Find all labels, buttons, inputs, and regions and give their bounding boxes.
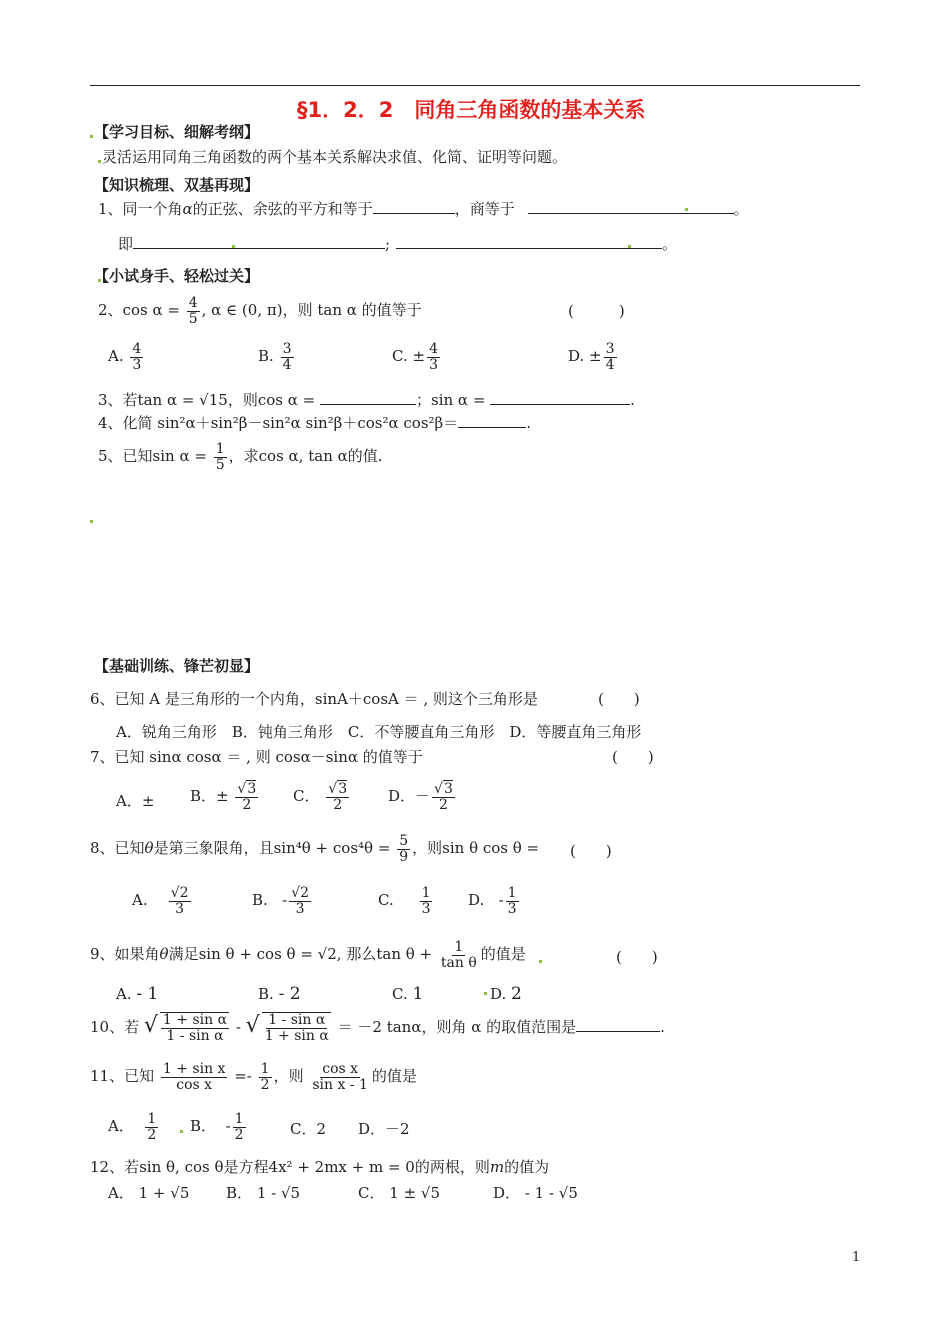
answer-blank[interactable] — [528, 199, 734, 214]
section-heading-knowledge: 【知识梳理、双基再现】 — [94, 176, 260, 194]
question-10: 10、若 √ $\frac{\text{1 + sin α}}{\text{1 - sin α}}$ - √ $\frac{\text{1 - sin α}}{\text{1 + sin α}}$ ＝ －2 tanα，则角 α 的取值范围是 . — [90, 1012, 665, 1044]
question-12: 12、若sin θ, cos θ是方程4x² + 2mx + m = 0的两根，则m的值为 — [90, 1158, 550, 1176]
answer-blank[interactable] — [490, 390, 630, 405]
question-2: 2、cos α = $\frac{4}{5}$ , α ∈ (0, π)，则 tan α 的值等于 — [98, 295, 422, 327]
answer-paren: ( ) — [568, 302, 625, 320]
option-b[interactable]: B. - $\frac{√2}{3}$ — [252, 885, 310, 917]
option-a[interactable]: A． 1 + √5 — [108, 1184, 190, 1202]
option-b[interactable]: B．± $\frac{√3}{2}$ — [190, 781, 257, 813]
marker-dot — [90, 135, 93, 138]
question-1-line-1: 1、同一个角α的正弦、余弦的平方和等于 ，商等于 。 — [98, 200, 749, 218]
question-9: 9、如果角θ满足sin θ + cos θ = √2, 那么tan θ + $\frac{1}{\text{tan θ}}$ 的值是 — [90, 939, 526, 971]
section-heading-training: 【基础训练、锋芒初显】 — [94, 657, 260, 675]
option-d[interactable]: D. 2 — [490, 984, 522, 1004]
objective-text: 灵活运用同角三角函数的两个基本关系解决求值、化简、证明等问题。 — [102, 148, 568, 166]
marker-dot — [232, 245, 235, 248]
marker-dot — [98, 160, 101, 163]
option-b[interactable]: B． - $\frac{1}{2}$ — [190, 1111, 244, 1143]
answer-blank[interactable] — [133, 234, 385, 249]
option-d[interactable]: D. - $\frac{1}{3}$ — [468, 885, 517, 917]
question-1-line-2: 即 ; 。 — [118, 235, 678, 253]
answer-blank[interactable] — [320, 390, 416, 405]
option-a[interactable]: A. $\frac{√2}{3}$ — [132, 885, 189, 917]
option-a[interactable]: A. $\frac{4}{3}$ — [108, 341, 142, 373]
answer-blank[interactable] — [458, 413, 526, 428]
option-a[interactable]: A. - 1 — [116, 984, 159, 1004]
answer-paren: ( ) — [616, 948, 658, 966]
page-number: 1 — [852, 1250, 861, 1265]
fraction: $\frac{4}{5}$ — [188, 295, 198, 327]
marker-dot — [628, 245, 631, 248]
marker-dot — [484, 992, 487, 995]
option-d[interactable]: D． - 1 - √5 — [493, 1184, 578, 1202]
answer-blank[interactable] — [373, 199, 455, 214]
answer-blank[interactable] — [396, 234, 662, 249]
question-11: 11、已知 $\frac{\text{1 + sin x}}{\text{cos x}}$ =- $\frac{1}{2}$ ，则 $\frac{\text{cos x}}{\text{sin x - 1}}$ 的值是 — [90, 1061, 417, 1093]
question-3: 3、若tan α = √15，则cos α = ；sin α = . — [98, 391, 635, 409]
option-a[interactable]: A． $\frac{1}{2}$ — [108, 1111, 157, 1143]
option-c[interactable]: C. ± $\frac{4}{3}$ — [392, 341, 438, 373]
option-c[interactable]: C. 1 — [392, 984, 424, 1004]
section-heading-practice: 【小试身手、轻松过关】 — [94, 267, 260, 285]
top-rule — [90, 85, 860, 86]
section-heading-objectives: 【学习目标、细解考纲】 — [94, 123, 260, 141]
answer-paren: ( ) — [570, 842, 612, 860]
option-d[interactable]: D．－2 — [358, 1120, 410, 1138]
answer-blank[interactable] — [576, 1017, 660, 1032]
question-6-options[interactable]: A．锐角三角形 B．钝角三角形 C．不等腰直角三角形 D．等腰直角三角形 — [116, 723, 642, 741]
option-c[interactable]: C． 1 ± √5 — [358, 1184, 441, 1202]
marker-dot — [685, 208, 688, 211]
answer-paren: ( ) — [612, 748, 654, 766]
page-title: §1．2．2 同角三角函数的基本关系 — [297, 98, 646, 122]
option-c[interactable]: C．2 — [290, 1120, 327, 1138]
question-4: 4、化简 sin²α＋sin²β－sin²α sin²β＋cos²α cos²β＝ . — [98, 414, 531, 432]
option-d[interactable]: D．－ $\frac{√3}{2}$ — [388, 781, 453, 813]
question-8: 8、已知θ是第三象限角，且sin⁴θ + cos⁴θ = $\frac{5}{9}$ ，则sin θ cos θ = — [90, 833, 540, 865]
marker-dot — [90, 520, 93, 523]
option-d[interactable]: D. ± $\frac{3}{4}$ — [568, 341, 615, 373]
marker-dot — [180, 1130, 183, 1133]
answer-paren: ( ) — [598, 690, 640, 708]
question-6: 6、已知 A 是三角形的一个内角，sinA＋cosA ＝ , 则这个三角形是 — [90, 690, 538, 708]
question-5: 5、已知sin α = $\frac{1}{5}$ ，求cos α, tan α的值. — [98, 441, 383, 473]
question-7: 7、已知 sinα cosα ＝ , 则 cosα－sinα 的值等于 — [90, 748, 423, 766]
option-b[interactable]: B. $\frac{3}{4}$ — [258, 341, 292, 373]
option-b[interactable]: B． 1 - √5 — [226, 1184, 301, 1202]
option-a[interactable]: A．± — [116, 792, 155, 810]
option-c[interactable]: C. $\frac{1}{3}$ — [378, 885, 431, 917]
marker-dot — [539, 960, 542, 963]
option-c[interactable]: C． $\frac{√3}{2}$ — [293, 781, 348, 813]
option-b[interactable]: B. - 2 — [258, 984, 301, 1004]
